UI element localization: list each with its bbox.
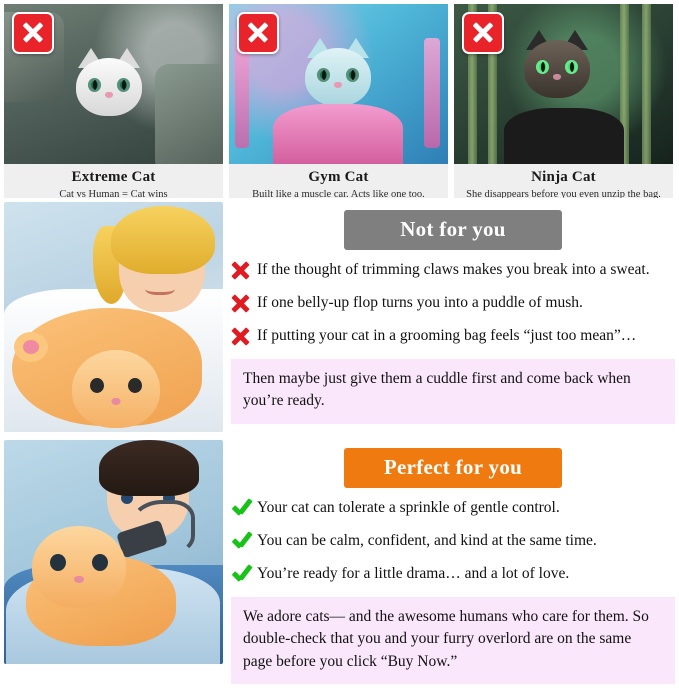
hair-shape [99,440,199,496]
card-subtitle: Built like a muscle car. Acts like one too. [252,189,425,198]
bullet-item [231,564,675,588]
hair-shape [111,206,215,274]
card-illustration-gym [229,4,448,164]
x-mark-icon [231,260,257,284]
cat-illustration [66,48,152,128]
card-illustration-extreme [4,4,223,164]
not-for-you-content [231,202,675,432]
card-illustration-ninja [454,4,673,164]
not-for-you-section [0,198,679,436]
bullet-text: If putting your cat in a grooming bag feels “just too mean”… [257,327,637,344]
bullet-item [231,260,675,284]
red-x-badge-icon [12,12,54,54]
not-for-you-banner: Not for you [344,210,562,250]
perfect-for-you-section [0,436,679,688]
perfect-for-you-content [231,440,675,684]
x-mark-icon [231,293,257,317]
check-mark-icon [231,531,257,555]
red-x-badge-icon [237,12,279,54]
x-mark-icon [231,326,257,350]
not-for-you-note: Then maybe just give them a cuddle first and come back when you’re ready. [231,359,675,424]
cat-card-ninja [454,4,673,198]
bullet-text: You can be calm, confident, and kind at the same time. [257,532,597,549]
muscle-body-shape [273,104,403,164]
card-title: Gym Cat [308,169,369,185]
cuddle-illustration [4,202,223,432]
bullet-text: You’re ready for a little drama… and a lot of love. [257,565,570,582]
gym-equipment-shape [424,38,440,148]
perfect-for-you-note: We adore cats— and the awesome humans who care for them. So double-check that you and your furry overlord are on the same page before you click “Buy Now.” [231,597,675,684]
bullet-text: If the thought of trimming claws makes you break into a sweat. [257,261,650,278]
card-subtitle: She disappears before you even unzip the bag. [466,189,661,198]
card-title: Ninja Cat [531,169,596,185]
cat-card-gym [229,4,448,198]
grooming-illustration [4,440,223,664]
card-title: Extreme Cat [71,169,156,185]
cat-illustration [514,30,600,110]
cat-head-shape [32,526,126,608]
bullet-item [231,293,675,317]
bullet-text: Your cat can tolerate a sprinkle of gentle control. [257,499,560,516]
check-mark-icon [231,498,257,522]
rock-shape [155,64,223,164]
bullet-text: If one belly-up flop turns you into a puddle of mush. [257,294,583,311]
ninja-outfit-shape [504,108,624,164]
card-subtitle: Cat vs Human = Cat wins [59,189,168,198]
check-mark-icon [231,564,257,588]
perfect-for-you-banner: Perfect for you [344,448,562,488]
bullet-item [231,326,675,350]
red-x-badge-icon [462,12,504,54]
bullet-item [231,498,675,522]
bullet-item [231,531,675,555]
cat-card-extreme [4,4,223,198]
top-card-row [0,0,679,198]
cat-head-shape [72,350,160,428]
cat-paw-shape [14,332,48,362]
